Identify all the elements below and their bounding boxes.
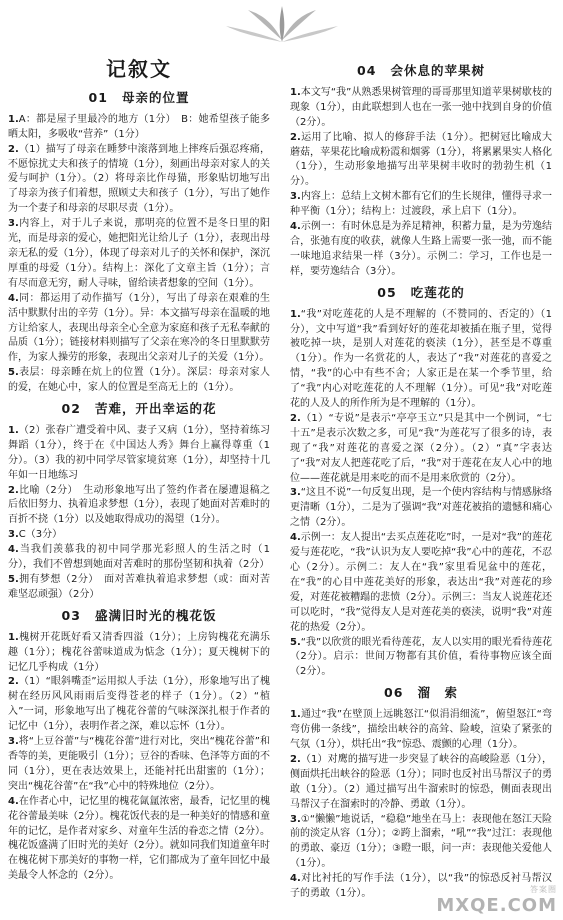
item-text: （2）张春广遭受着中风、妻子又病（1分），坚持着练习舞蹈（1分），终于在《中国达人秀》舞台上赢得尊重（1分）。（3）我的初中同学尽管家境贫寒（1分），却坚持十几年如一日地练习 — [8, 424, 270, 481]
section-number: 04 — [357, 63, 377, 78]
section-title-text: 苦难，开出幸运的花 — [94, 401, 217, 417]
watermark-subtext: 答案圈 — [530, 885, 557, 894]
page-title: 记叙文 — [106, 57, 172, 81]
answer-item — [8, 366, 270, 396]
answer-item — [8, 484, 270, 529]
answer-item — [290, 636, 552, 681]
item-number: 1. — [290, 308, 301, 320]
item-text: C（3分） — [18, 529, 63, 541]
watermark — [436, 884, 557, 916]
item-number: 4. — [290, 873, 301, 885]
section-number: 01 — [88, 89, 108, 105]
item-text: 示例一：有时休息是为养足精神，积蓄力量，是为劳逸结合，张弛有度的收获，就像人生路上需要一张一弛，而不能一味地追求结果一样（3分）。示例二：学习，工作也是一样，要劳逸结合（3分）。 — [290, 221, 552, 277]
item-number: 3. — [8, 529, 19, 541]
item-number: 4. — [8, 544, 19, 556]
section-title — [290, 686, 552, 701]
section-title-text: 会休息的苹果树 — [390, 63, 485, 78]
answer-item — [8, 424, 270, 484]
answer-item — [290, 412, 552, 487]
item-text: 内容上，对于儿子来说，那明亮的位置不是冬日里的阳光，而是母亲的爱心，她把阳光让给儿子（1分），表现出母亲无私的爱（1分），体现了母亲对儿子的关怀和保护，深沉厚重的母爱（1分）。结构上：深化了文章主旨（1分）；言有尽而意无穷，耐人寻味，留给读者想象的空间（1分）。 — [8, 218, 270, 289]
item-number: 1. — [8, 113, 19, 125]
leaf-ornament-icon — [222, 4, 342, 46]
answer-item — [290, 220, 552, 280]
item-text: “我”以欣赏的眼光看待莲花，友人以实用的眼光看待莲花（2分）。启示：世间万物都有其价值，看待事物应该全面（2分）。 — [290, 636, 552, 678]
item-number: 3. — [290, 813, 301, 825]
left-column — [8, 58, 270, 890]
answer-item — [8, 573, 270, 603]
section-title — [8, 609, 270, 624]
answer-item — [290, 813, 552, 873]
item-text: 运用了比喻、拟人的修辞手法（1分）。把树冠比喻成大蘑菇，苹果花比喻成粉霞和烟雾（1分），将累累果实人格化（1分），生动形象地描写出苹果树丰收时的勃勃生机（1分）。 — [290, 131, 552, 188]
section-title-text: 溜 索 — [417, 685, 458, 701]
item-text: 对比衬托的写作手法（1分），以“我”的惊恐反衬马帮汉子的勇敢（1分）。 — [290, 873, 552, 900]
item-text: 比喻（2分） 生动形象地写出了签约作者在屡遭退稿之后依旧努力、执着追求梦想（1分），表现了她面对苦难时的百折不挠（1分）以及她取得成功的渴望（1分）。 — [8, 484, 270, 526]
item-number: 1. — [8, 424, 19, 436]
section-title-text: 吃莲花的 — [410, 284, 465, 300]
item-number: 2. — [290, 412, 301, 424]
answer-item — [8, 631, 270, 676]
item-text: 当我们羡慕我的初中同学那光彩照人的生活之时（1分），我们不曾想到她面对苦难时的那份坚韧和执着（2分） — [8, 544, 270, 571]
answer-item — [290, 531, 552, 635]
item-text: （1）对鹰的描写进一步突显了峡谷的高峻险恶（1分），侧面烘托出峡谷的险恶（1分）；同时也反衬出马帮汉子的勇敢（1分）。（2）通过描写出牛溜索时的惊恐，侧面表现出马帮汉子在溜索时的冷静、勇敢（1分）。 — [290, 753, 552, 810]
section-title-text: 盛满旧时光的槐花饭 — [94, 607, 217, 623]
item-number: 5. — [8, 367, 19, 379]
item-number: 1. — [290, 709, 301, 721]
item-text: 本文写“我”从熟悉果树管理的哥哥那里知道苹果树歇枝的现象（1分），由此联想到人也在一张一弛中找到自身的价值（2分）。 — [290, 86, 552, 128]
section-title — [8, 402, 270, 417]
item-number: 4. — [290, 221, 301, 233]
answer-section — [8, 609, 270, 884]
section-number: 06 — [384, 685, 404, 701]
section-title — [8, 91, 270, 106]
answer-item — [290, 131, 552, 191]
answer-section — [8, 402, 270, 603]
item-number: 3. — [8, 736, 19, 748]
answer-section — [290, 686, 552, 902]
item-text: 槐树开花既好看又清香四溢（1分）；上房钩槐花充满乐趣（1分）；槐花谷蕾味道成为惦念（1分）；夏天槐树下的记忆几乎构成（1分） — [8, 631, 270, 673]
item-number: 2. — [8, 676, 19, 688]
item-text: 将“上豆谷蕾”与“槐花谷蕾”进行对比，突出“槐花谷蕾”和香等的美，更能吸引（1分）；豆谷的香味、色泽等方面的不同（1分），更在表达效果上，还能衬托出甜蜜的（1分）；突出“槐花谷蕾”在“我”心中的特殊地位（2分）。 — [8, 736, 270, 792]
answer-item — [290, 708, 552, 753]
item-number: 2. — [8, 484, 19, 496]
item-text: 同：都运用了动作描写（1分），写出了母亲在艰难的生活中默默付出的辛劳（1分）。异：本文描写母亲在温暖的地方让给家人，表现出母亲全心全意为家庭和孩子无私奉献的品质（1分）；链接材料则描写了父亲在寒冷的冬日里默默劳作，为家人操劳的形象，表现出父亲对儿子的关爱（1分）。 — [8, 292, 270, 364]
item-text: 内容上：总结上文树木都有它们的生长规律，懂得寻求一种平衡（1分）；结构上：过渡段，承上启下（1分）。 — [290, 191, 552, 218]
item-number: 4. — [8, 795, 19, 807]
answer-item — [8, 543, 270, 573]
answer-item — [290, 190, 552, 220]
answer-section — [290, 286, 552, 681]
item-number: 3. — [290, 191, 301, 203]
item-number: 4. — [290, 532, 301, 544]
item-text: 拥有梦想（2分） 面对苦难执着追求梦想（或：面对苦难坚忍顽强）（2分） — [8, 574, 270, 600]
item-number: 2. — [290, 753, 301, 765]
item-text: （1）“眼斜嘴歪”运用拟人手法（1分），形象地写出了槐树在经历风风雨雨后变得苍老的样子（1分）。（2）“植入”一词，形象地写出了槐花谷蕾的气味深深扎根于作者的记忆中（1分），表明作者之深，难以忘怀（1分）。 — [8, 676, 270, 733]
answer-item — [8, 735, 270, 795]
item-text: A：都是屋子里最冷的地方（1分） B：她希望孩子能多晒太阳，多吸收“营养”（1分） — [8, 113, 270, 140]
item-number: 3. — [290, 487, 301, 499]
item-number: 1. — [290, 86, 301, 98]
item-text: 示例一：友人提出“去买点莲花吃”时，一是对“我”的莲花爱与莲花吃，“我”认识为友人要吃掉“我”心中的莲花，不忍心（2分）。示例二：友人在“我”家里看见盆中的莲花，在“我”的心目中莲花美好的形象，表达出“我”对莲花的珍爱，对莲花被糟蹋的悲愤（2分）。示例三：当友人说莲花还可以吃时，“我”觉得友人是对莲花美的亵渎，说明“我”对莲花的热爱（2分）。 — [290, 532, 552, 633]
item-text: 通过“我”在壁顶上远眺怒江“似涓涓细流”，俯望怒江“弯弯仿佛一条线”，描绘出峡谷的高耸、险峻，渲染了紧张的气氛（1分），烘托出“我”惊恐、震颤的心理（1分）。 — [290, 709, 552, 750]
item-text: ①“懒懒”地说话，“稳稳”地坐在马上：表现他在怒江天险前的淡定从容（1分）；②跨上溜索，“吼”“我”过江：表现他的勇敢、豪迈（1分）；③瞪一眼，问一声：表现他关爱他人（1分）。 — [290, 813, 552, 870]
answer-item — [290, 753, 552, 813]
item-text: 表层：母亲睡在炕上的位置（1分）。深层：母亲对家人的爱，在她心中，家人的位置是至高无上的（1分）。 — [8, 367, 270, 394]
answer-item — [8, 217, 270, 292]
left-sections — [8, 91, 270, 884]
item-number: 5. — [290, 636, 301, 648]
answer-section — [8, 91, 270, 396]
item-text: “这且不说”一句反复出现，是一个使内容结构与情感脉络更清晰（1分），二是为了强调“我”对莲花被掐的遗憾和痛心之情（2分）。 — [290, 487, 552, 529]
answer-item — [8, 795, 270, 884]
section-title-text: 母亲的位置 — [121, 89, 190, 105]
answer-item — [8, 675, 270, 735]
answer-item — [290, 486, 552, 531]
right-sections — [290, 64, 552, 902]
item-number: 4. — [8, 292, 19, 304]
section-number: 02 — [61, 401, 81, 417]
item-number: 2. — [290, 131, 301, 143]
item-number: 1. — [8, 631, 19, 643]
section-number: 05 — [377, 284, 397, 300]
section-number: 03 — [61, 607, 81, 623]
answer-item — [8, 113, 270, 143]
item-text: 在作者心中，记忆里的槐花氤氲浓密，最香，记忆里的槐花谷蕾最美味（2分）。槐花饭代表的是一种美好的情感和童年的记忆，是作者对家乡、对童年生活的眷恋之情（2分）。槐花饭盛满了旧时光的美好（2分）。就如同我们知道童年时在槐花树下那美好的事物一样，它们都成为了童年回忆中最美最令人怀念的（2分）。 — [8, 795, 270, 882]
item-text: （1）“专说”是表示“亭亭玉立”只是其中一个例词，“七十五”是表示次数之多，可见“我”为莲花写了很多的诗，表现了“我”对莲花的喜爱之深（2分）。（2）“真”字表达了“我”对友人把莲花吃了后，“我”对于莲花在友人心中的地位——莲花就是用来吃的而不是用来欣赏的（2分）。 — [290, 412, 552, 484]
item-number: 5. — [8, 574, 19, 585]
answer-item — [8, 292, 270, 367]
item-text: “我”对吃莲花的人是不理解的（不赞同的、否定的）（1分），文中写道“我”看到好好的莲花却被插在瓶子里，觉得被吃掉一块，是别人对莲花的亵渎（1分），甚至是不尊重（1分）。作为一名赏花的人，表达了“我”对莲花的喜爱之情，“我”的心中有些不舍；人家正是在某一个季节里，给了“我”内心对吃莲花的人不理解（1分）。可见“我”对吃莲花的人及人的所作所为是不理解的（1分）。 — [290, 308, 552, 410]
section-title — [290, 64, 552, 79]
section-title — [290, 286, 552, 301]
item-text: （1）描写了母亲在睡梦中滚落到地上摔疼后强忍疼痛，不愿惊扰丈夫和孩子的情境（1分），刻画出母亲对家人的关爱与呵护（1分）。（2）将母亲比作母猫，形象贴切地写出了母亲为孩子们着想，照顾丈夫和孩子（1分），写出了她作为一个妻子和母亲的尽职尽责（1分）。 — [8, 143, 270, 215]
answer-item — [290, 86, 552, 131]
watermark-text: MXQE.COM — [436, 895, 557, 916]
item-number: 2. — [8, 143, 19, 155]
right-column — [290, 58, 552, 908]
answer-item — [290, 308, 552, 412]
answer-item — [8, 143, 270, 218]
answer-section — [290, 64, 552, 280]
answer-item — [8, 528, 270, 543]
item-number: 3. — [8, 218, 19, 230]
